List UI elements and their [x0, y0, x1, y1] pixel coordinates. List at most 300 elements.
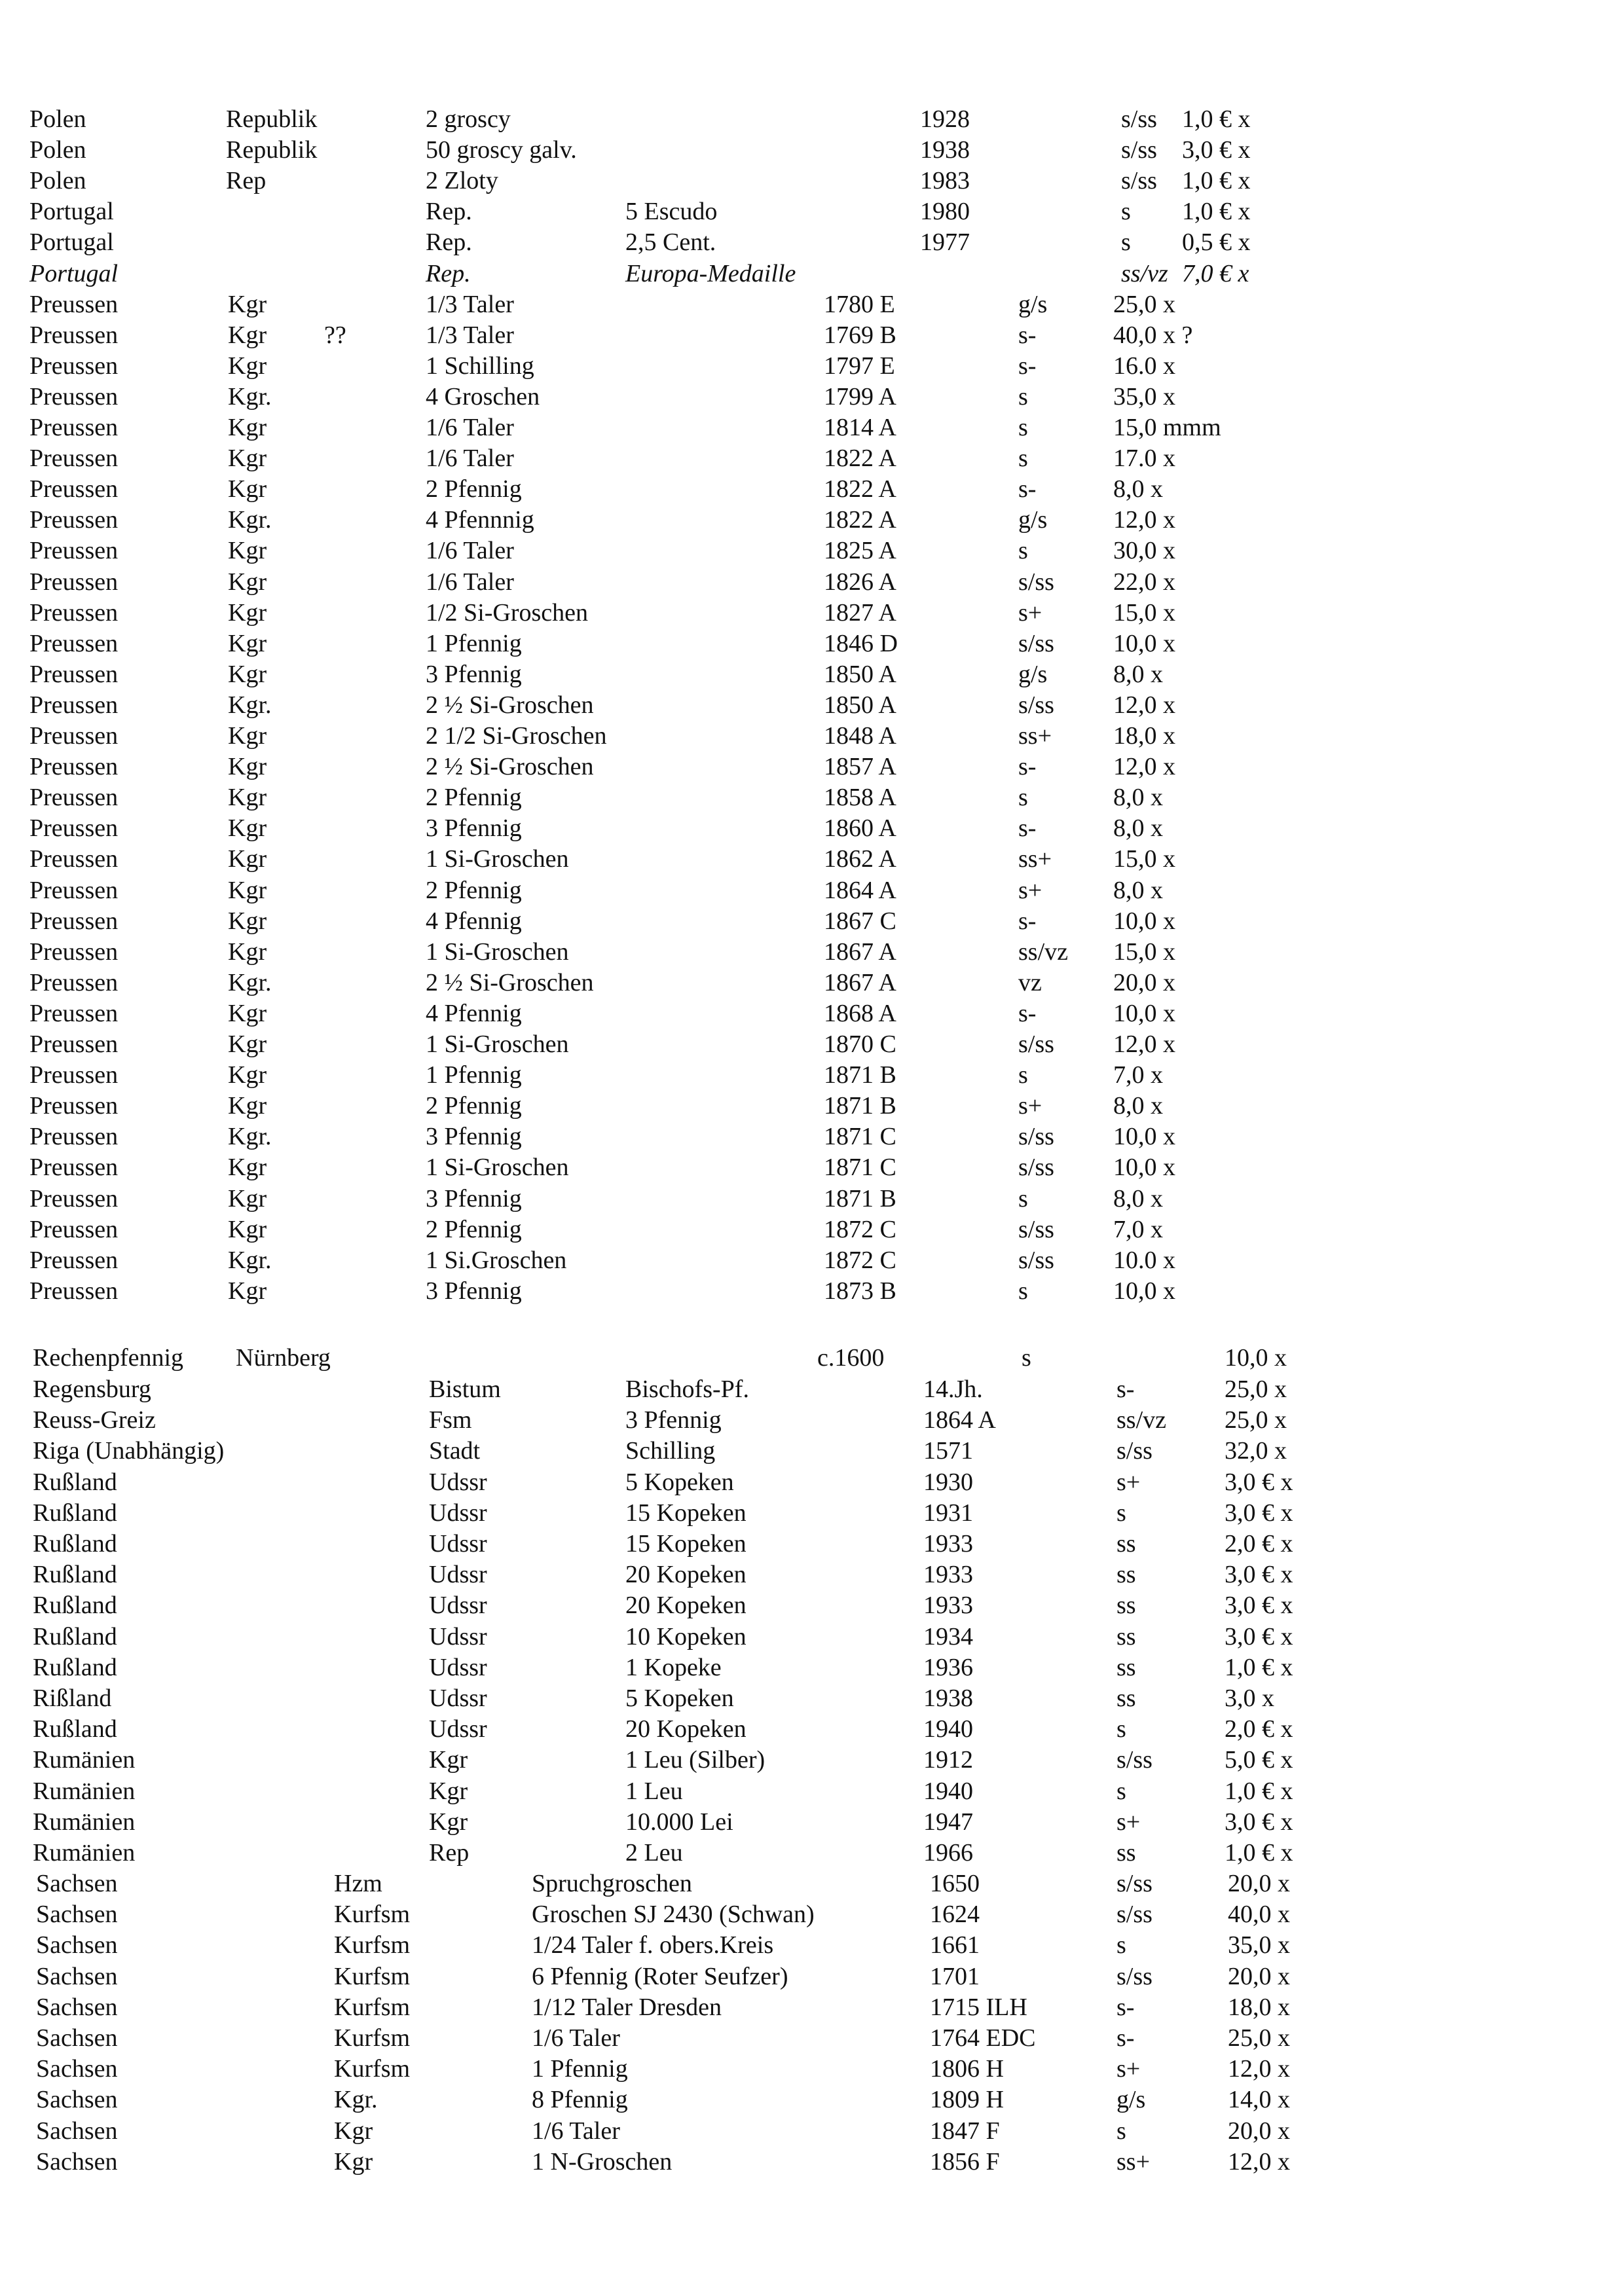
row-grade: ss: [1116, 1839, 1136, 1867]
row-country: Preussen: [29, 753, 119, 781]
row-denomination: Rep.: [426, 259, 471, 287]
row-denomination: 2 Pfennig: [426, 784, 522, 812]
row-grade: s: [1116, 1777, 1126, 1805]
row-country: Portugal: [29, 198, 114, 226]
row-country: Sachsen: [36, 1901, 118, 1929]
row-ruler: Udssr: [429, 1653, 487, 1681]
row-grade: ss: [1116, 1561, 1136, 1589]
row-grade: s: [1018, 414, 1028, 441]
row-grade: s-: [1018, 321, 1037, 349]
row-denomination: 2 groscy: [426, 105, 511, 133]
row-grade: s/ss: [1018, 1030, 1054, 1058]
row-ruler: Kgr: [228, 1184, 267, 1212]
row-country: Preussen: [29, 290, 119, 318]
row-ruler: Fsm: [429, 1406, 472, 1434]
row-grade: s-: [1116, 1376, 1135, 1403]
row-country: Sachsen: [36, 1962, 118, 1990]
row-year: 1966: [923, 1839, 973, 1867]
row-year: 1822 A: [824, 475, 896, 503]
row-price: 1,0 € x: [1225, 1777, 1293, 1805]
row-country: Rußland: [33, 1530, 117, 1558]
row-country: Portugal: [29, 228, 114, 257]
row-denomination: Schilling: [625, 1437, 716, 1465]
row-grade: ss: [1116, 1592, 1136, 1620]
row-price: 12,0 x: [1113, 753, 1175, 781]
row-year: 1870 C: [824, 1030, 896, 1058]
row-year: 1930: [923, 1468, 973, 1496]
row-grade: s/ss: [1121, 105, 1157, 133]
row-country: Preussen: [29, 784, 119, 812]
row-price: 25,0 x: [1228, 2024, 1290, 2052]
row-ruler: Republik: [226, 105, 318, 133]
row-price: 8,0 x: [1113, 876, 1163, 904]
row-ruler: Kurfsm: [334, 2024, 411, 2052]
row-country: Preussen: [29, 352, 119, 380]
row-year: 1769 B: [824, 321, 896, 349]
row-grade: s+: [1116, 2055, 1141, 2083]
row-price: 3,0 € x: [1225, 1808, 1293, 1836]
row-price: 12,0 x: [1113, 691, 1175, 719]
row-country: Preussen: [29, 1030, 119, 1058]
row-grade: s-: [1018, 352, 1037, 380]
row-grade: s+: [1018, 1092, 1043, 1120]
row-country: Rußland: [33, 1499, 117, 1527]
row-price: 35,0 x: [1228, 1931, 1290, 1959]
row-country: Rußland: [33, 1653, 117, 1681]
row-ruler: Kgr: [228, 1061, 267, 1089]
row-ruler: Hzm: [334, 1870, 382, 1897]
row-denomination: 1/6 Taler: [426, 445, 514, 473]
row-grade: s/ss: [1018, 1154, 1054, 1182]
row-grade: s-: [1018, 475, 1037, 503]
row-price: 10,0 x: [1225, 1344, 1287, 1372]
row-ruler: Kgr: [228, 814, 267, 843]
row-ruler: Rep: [226, 167, 267, 195]
row-year: 1947: [923, 1808, 973, 1836]
row-year: 1934: [923, 1622, 973, 1650]
row-price: 10,0 x: [1113, 999, 1175, 1027]
row-country: Preussen: [29, 1215, 119, 1243]
row-grade: s-: [1018, 999, 1037, 1027]
row-year: 1661: [930, 1931, 980, 1959]
row-denomination: 1 Pfennig: [426, 629, 522, 657]
row-price: 15,0 x: [1113, 938, 1175, 966]
row-price: 1,0 € x: [1182, 167, 1251, 195]
row-grade: g/s: [1018, 506, 1048, 534]
row-price: 10,0 x: [1113, 629, 1175, 657]
row-ruler: Kgr: [228, 537, 267, 565]
row-year: 1825 A: [824, 537, 896, 565]
row-grade: s: [1018, 1277, 1028, 1305]
row-denomination: 3 Pfennig: [426, 814, 522, 843]
row-year: 1850 A: [824, 691, 896, 719]
row-grade: s+: [1018, 598, 1043, 627]
row-ruler: Kgr: [228, 290, 267, 318]
row-denomination: 1 Si-Groschen: [426, 1154, 569, 1182]
row-country: Preussen: [29, 1123, 119, 1151]
row-price: 3,0 € x: [1225, 1499, 1293, 1527]
row-ruler: Kurfsm: [334, 1962, 411, 1990]
row-year: 1814 A: [824, 414, 896, 441]
row-denomination: 2 ½ Si-Groschen: [426, 691, 594, 719]
row-denomination: 10 Kopeken: [625, 1622, 747, 1650]
row-ruler: Kgr: [228, 1215, 267, 1243]
row-price: 15,0 mmm: [1113, 414, 1221, 441]
row-denomination: 50 groscy galv.: [426, 136, 577, 164]
row-country: Preussen: [29, 1061, 119, 1089]
row-denomination: Rep.: [426, 198, 472, 226]
row-price: 12,0 x: [1228, 2055, 1290, 2083]
row-grade: s: [1022, 1344, 1031, 1372]
row-ruler: Kgr: [334, 2117, 373, 2145]
row-country: Preussen: [29, 907, 119, 935]
row-ruler: Kgr: [228, 1154, 267, 1182]
row-country: Preussen: [29, 722, 119, 750]
row-denomination: 1/6 Taler: [426, 414, 514, 441]
row-year: 1826 A: [824, 568, 896, 596]
row-denomination: 1 Si-Groschen: [426, 845, 569, 873]
row-ruler: Kgr.: [228, 506, 272, 534]
row-country: Preussen: [29, 629, 119, 657]
row-year: 1846 D: [824, 629, 898, 657]
row-denomination: 20 Kopeken: [625, 1561, 747, 1589]
row-year: 1933: [923, 1561, 973, 1589]
row-denomination: 3 Pfennig: [426, 1277, 522, 1305]
row-year: 1873 B: [824, 1277, 896, 1305]
row-price: 10,0 x: [1113, 907, 1175, 935]
row-year: 1571: [923, 1437, 973, 1465]
row-country: Sachsen: [36, 2024, 118, 2052]
row-country: Sachsen: [36, 2147, 118, 2176]
row-grade: ss/vz: [1018, 938, 1068, 966]
row-subject: 2,5 Cent.: [625, 228, 716, 257]
row-denomination: 3 Pfennig: [426, 1184, 522, 1212]
row-grade: s: [1018, 784, 1028, 812]
row-grade: s-: [1116, 1993, 1135, 2021]
row-grade: ss: [1116, 1685, 1136, 1712]
row-ruler: Kgr: [228, 321, 267, 349]
row-denomination: 1 Kopeke: [625, 1653, 722, 1681]
row-price: 2,0 € x: [1225, 1530, 1293, 1558]
row-ruler: Kgr: [228, 598, 267, 627]
row-price: 10.0 x: [1113, 1246, 1175, 1274]
row-year: 1864 A: [923, 1406, 996, 1434]
row-country: Sachsen: [36, 2086, 118, 2114]
row-denomination: 1/24 Taler f. obers.Kreis: [532, 1931, 774, 1959]
row-denomination: 2 ½ Si-Groschen: [426, 968, 594, 996]
row-denomination: 2 Pfennig: [426, 876, 522, 904]
row-ruler: Rep: [429, 1839, 470, 1867]
row-grade: s-: [1018, 753, 1037, 781]
row-denomination: 1 Schilling: [426, 352, 534, 380]
row-price: 1,0 € x: [1225, 1653, 1293, 1681]
row-denomination: 1/6 Taler: [532, 2024, 620, 2052]
row-price: 3,0 € x: [1225, 1622, 1293, 1650]
row-price: 7,0 € x: [1182, 259, 1249, 287]
row-year: 1858 A: [824, 784, 896, 812]
row-price: 8,0 x: [1113, 1092, 1163, 1120]
row-ruler: Udssr: [429, 1468, 487, 1496]
row-grade: s-: [1116, 2024, 1135, 2052]
row-ruler: Udssr: [429, 1499, 487, 1527]
row-denomination: 2 1/2 Si-Groschen: [426, 722, 607, 750]
row-ruler: Kgr.: [228, 691, 272, 719]
row-year: 1797 E: [824, 352, 895, 380]
row-ruler: Kgr: [228, 938, 267, 966]
row-country: Preussen: [29, 1184, 119, 1212]
row-grade: ss+: [1018, 845, 1052, 873]
row-price: 16.0 x: [1113, 352, 1175, 380]
row-year: 1871 C: [824, 1154, 896, 1182]
row-country: Rumänien: [33, 1777, 136, 1805]
row-year: 1827 A: [824, 598, 896, 627]
row-price: 2,0 € x: [1225, 1715, 1293, 1743]
row-year: 1940: [923, 1715, 973, 1743]
row-ruler: Kgr: [228, 475, 267, 503]
row-denomination: 1/12 Taler Dresden: [532, 1993, 722, 2021]
row-year: 1701: [930, 1962, 980, 1990]
row-ruler: Kgr: [228, 907, 267, 935]
row-price: 32,0 x: [1225, 1437, 1287, 1465]
row-country: Preussen: [29, 1154, 119, 1182]
row-ruler: Kgr: [228, 629, 267, 657]
row-price: 35,0 x: [1113, 382, 1175, 410]
row-country: Preussen: [29, 537, 119, 565]
row-price: 12,0 x: [1113, 1030, 1175, 1058]
row-year: 1933: [923, 1592, 973, 1620]
row-country: Preussen: [29, 568, 119, 596]
row-price: 8,0 x: [1113, 784, 1163, 812]
row-denomination: 4 Pfennig: [426, 907, 522, 935]
row-grade: s+: [1116, 1468, 1141, 1496]
row-country: Preussen: [29, 475, 119, 503]
row-country: Preussen: [29, 1246, 119, 1274]
row-grade: s: [1018, 537, 1028, 565]
row-country: Sachsen: [36, 2117, 118, 2145]
row-grade: s/ss: [1116, 1746, 1153, 1774]
row-grade: s/ss: [1116, 1870, 1153, 1897]
row-grade: s: [1018, 445, 1028, 473]
row-denomination: 1 Pfennig: [532, 2055, 628, 2083]
row-grade: s: [1018, 1184, 1028, 1212]
row-price: 15,0 x: [1113, 845, 1175, 873]
row-ruler: Kgr: [429, 1777, 468, 1805]
row-year: 1780 E: [824, 290, 895, 318]
row-grade: s/ss: [1116, 1962, 1153, 1990]
row-country: Preussen: [29, 445, 119, 473]
row-subject: Europa-Medaille: [625, 259, 796, 287]
row-denomination: 3 Pfennig: [625, 1406, 722, 1434]
row-grade: s/ss: [1018, 1246, 1054, 1274]
row-ruler: Kgr: [228, 1030, 267, 1058]
row-year: 1940: [923, 1777, 973, 1805]
row-grade: s+: [1018, 876, 1043, 904]
row-price: 25,0 x: [1113, 290, 1175, 318]
row-denomination: 2 Pfennig: [426, 475, 522, 503]
row-denomination: 15 Kopeken: [625, 1530, 747, 1558]
row-year: 1928: [920, 105, 970, 133]
row-country: Preussen: [29, 876, 119, 904]
row-ruler: Kgr: [228, 845, 267, 873]
row-ruler: Kgr: [334, 2147, 373, 2176]
row-price: 20,0 x: [1228, 2117, 1290, 2145]
row-year: 1809 H: [930, 2086, 1004, 2114]
row-price: 5,0 € x: [1225, 1746, 1293, 1774]
row-country: Preussen: [29, 938, 119, 966]
row-price: 7,0 x: [1113, 1215, 1163, 1243]
row-price: 8,0 x: [1113, 1184, 1163, 1212]
row-price: 25,0 x: [1225, 1406, 1287, 1434]
row-country: Preussen: [29, 506, 119, 534]
row-year: 1822 A: [824, 445, 896, 473]
row-country: Rußland: [33, 1592, 117, 1620]
row-ruler: Kgr: [228, 1277, 267, 1305]
row-year: 1650: [930, 1870, 980, 1897]
row-denomination: 20 Kopeken: [625, 1592, 747, 1620]
row-year: 1864 A: [824, 876, 896, 904]
row-country: Preussen: [29, 660, 119, 688]
row-denomination: 3 Pfennig: [426, 1123, 522, 1151]
row-year: 1715 ILH: [930, 1993, 1027, 2021]
row-year: 1871 B: [824, 1092, 896, 1120]
row-denomination: 1/3 Taler: [426, 321, 514, 349]
row-year: 1872 C: [824, 1215, 896, 1243]
row-grade: s: [1116, 2117, 1126, 2145]
row-price: 18,0 x: [1113, 722, 1175, 750]
row-grade: s/ss: [1018, 629, 1054, 657]
row-year: 1848 A: [824, 722, 896, 750]
row-denomination: 6 Pfennig (Roter Seufzer): [532, 1962, 788, 1990]
row-country: Rumänien: [33, 1746, 136, 1774]
row-denomination: 4 Pfennnig: [426, 506, 534, 534]
row-year: 1857 A: [824, 753, 896, 781]
row-country: Polen: [29, 105, 86, 133]
row-price: 3,0 € x: [1225, 1561, 1293, 1589]
row-grade: s-: [1018, 907, 1037, 935]
row-year: 1764 EDC: [930, 2024, 1036, 2052]
row-denomination: 1/6 Taler: [532, 2117, 620, 2145]
row-price: 20,0 x: [1228, 1962, 1290, 1990]
row-year: 14.Jh.: [923, 1376, 983, 1403]
row-year: 1806 H: [930, 2055, 1004, 2083]
row-country: Sachsen: [36, 1993, 118, 2021]
row-country: Portugal: [29, 259, 119, 287]
row-year: 1867 A: [824, 968, 896, 996]
row-country: Preussen: [29, 691, 119, 719]
row-ruler: Kgr: [228, 660, 267, 688]
row-denomination: 1 Si-Groschen: [426, 1030, 569, 1058]
row-price: 8,0 x: [1113, 814, 1163, 843]
row-grade: ss+: [1116, 2147, 1151, 2176]
row-country: Preussen: [29, 598, 119, 627]
row-year: 1938: [920, 136, 970, 164]
row-ruler: Kurfsm: [334, 1993, 411, 2021]
row-denomination: 1/6 Taler: [426, 537, 514, 565]
row-year: 1867 A: [824, 938, 896, 966]
row-price: 12,0 x: [1113, 506, 1175, 534]
row-price: 10,0 x: [1113, 1123, 1175, 1151]
row-price: 25,0 x: [1225, 1376, 1287, 1403]
row-grade: ss: [1116, 1530, 1136, 1558]
row-grade: vz: [1018, 968, 1042, 996]
row-denomination: 1 Si-Groschen: [426, 938, 569, 966]
row-year: 1868 A: [824, 999, 896, 1027]
row-ruler: Kgr: [228, 414, 267, 441]
row-ruler: Kgr: [228, 445, 267, 473]
row-denomination: 5 Kopeken: [625, 1468, 734, 1496]
row-grade: s: [1116, 1715, 1126, 1743]
row-grade: g/s: [1018, 660, 1048, 688]
row-grade: g/s: [1116, 2086, 1146, 2114]
row-denomination: 10.000 Lei: [625, 1808, 733, 1836]
row-denomination: Bischofs-Pf.: [625, 1376, 749, 1403]
row-grade: s: [1116, 1931, 1126, 1959]
row-ruler: Kgr: [228, 568, 267, 596]
row-year: 1977: [920, 228, 970, 257]
row-year: 1799 A: [824, 382, 896, 410]
row-price: 14,0 x: [1228, 2086, 1290, 2114]
row-ruler: Kgr.: [228, 968, 272, 996]
row-price: 18,0 x: [1228, 1993, 1290, 2021]
row-denomination: 20 Kopeken: [625, 1715, 747, 1743]
row-ruler: Udssr: [429, 1561, 487, 1589]
row-price: 3,0 € x: [1225, 1468, 1293, 1496]
row-denomination: Groschen SJ 2430 (Schwan): [532, 1901, 815, 1929]
row-year: 1912: [923, 1746, 973, 1774]
row-year: 1871 C: [824, 1123, 896, 1151]
row-price: 8,0 x: [1113, 660, 1163, 688]
row-price: 22,0 x: [1113, 568, 1175, 596]
row-price: 3,0 x: [1225, 1685, 1274, 1712]
row-price: 40,0 x ?: [1113, 321, 1193, 349]
row-denomination: Rep.: [426, 228, 472, 257]
row-ruler: Kgr: [228, 753, 267, 781]
row-ruler: Udssr: [429, 1592, 487, 1620]
row-price: 7,0 x: [1113, 1061, 1163, 1089]
row-grade: ss/vz: [1116, 1406, 1166, 1434]
row-country: Polen: [29, 136, 86, 164]
row-denomination: 8 Pfennig: [532, 2086, 628, 2114]
row-denomination: 2 ½ Si-Groschen: [426, 753, 594, 781]
row-country: Preussen: [29, 845, 119, 873]
row-country: Preussen: [29, 814, 119, 843]
row-price: 12,0 x: [1228, 2147, 1290, 2176]
row-denomination: 1/3 Taler: [426, 290, 514, 318]
row-year: 1822 A: [824, 506, 896, 534]
row-year: 1871 B: [824, 1184, 896, 1212]
row-grade: ss: [1116, 1653, 1136, 1681]
row-denomination: 2 Zloty: [426, 167, 498, 195]
row-year: 1862 A: [824, 845, 896, 873]
row-country: Polen: [29, 167, 86, 195]
row-grade: s: [1116, 1499, 1126, 1527]
row-grade: ss: [1116, 1622, 1136, 1650]
row-country: Regensburg: [33, 1376, 151, 1403]
row-denomination: 2 Leu: [625, 1839, 683, 1867]
row-grade: s+: [1116, 1808, 1141, 1836]
row-grade: s/ss: [1018, 568, 1054, 596]
row-grade: s: [1121, 198, 1131, 226]
row-ruler: Udssr: [429, 1622, 487, 1650]
row-year: 1980: [920, 198, 970, 226]
row-country: Preussen: [29, 968, 119, 996]
row-price: 15,0 x: [1113, 598, 1175, 627]
row-ruler: Kgr: [429, 1808, 468, 1836]
row-country: Sachsen: [36, 1931, 118, 1959]
row-year: 1983: [920, 167, 970, 195]
row-country: Preussen: [29, 1277, 119, 1305]
row-country: Preussen: [29, 414, 119, 441]
